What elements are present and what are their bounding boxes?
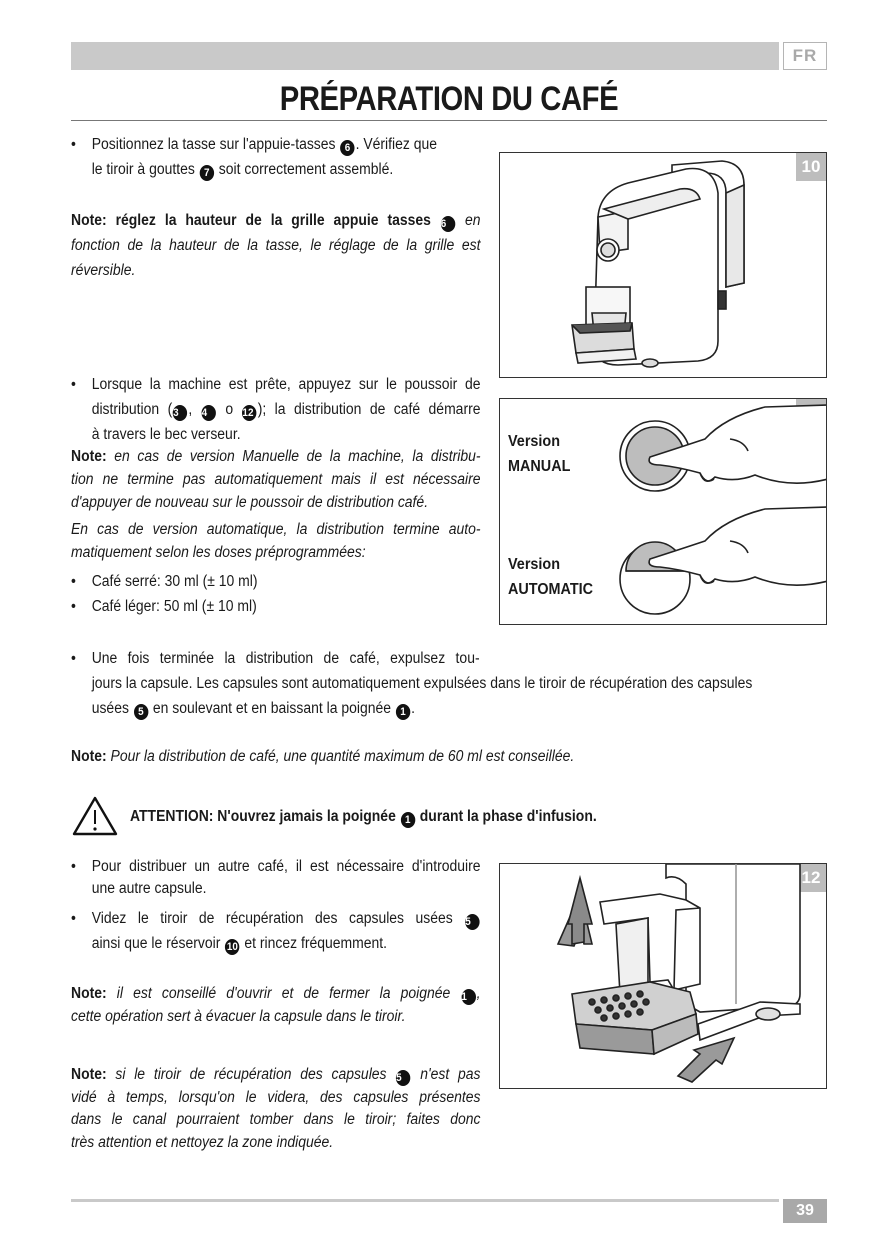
text-line: Note: si le tiroir de récupération des capsules 5 n'est pas bbox=[71, 1066, 481, 1084]
text-line: dans le canal pourraient tomber dans le tiroir; faites donc bbox=[71, 1111, 481, 1128]
version-manual-label: Version MANUAL bbox=[508, 433, 571, 475]
text-line: ainsi que le réservoir 10 et rincez fréquemment. bbox=[91, 935, 388, 953]
text-line: Note: il est conseillé d'ouvrir et de fermer la poignée 1 , bbox=[71, 985, 481, 1003]
bullet: • bbox=[71, 136, 76, 153]
ref-12-icon: 12 bbox=[242, 405, 256, 421]
ref-1-icon: 1 bbox=[401, 812, 415, 828]
figure-11-buttons bbox=[499, 398, 827, 625]
step-position-cup bbox=[71, 132, 481, 182]
bullet: • bbox=[71, 858, 76, 875]
note-manual-version bbox=[71, 445, 481, 514]
text-line: cette opération sert à évacuer la capsule dans le tiroir. bbox=[71, 1008, 406, 1025]
page-title: PRÉPARATION DU CAFÉ bbox=[279, 80, 619, 118]
language-badge: FR bbox=[783, 42, 827, 70]
ref-4-icon: 4 bbox=[202, 405, 216, 421]
bullet: • bbox=[71, 376, 76, 393]
page-number: 39 bbox=[783, 1199, 827, 1223]
text-line: très attention et nettoyez la zone indiquée. bbox=[71, 1133, 334, 1151]
note-empty-drawer bbox=[71, 1064, 481, 1154]
text-line: Videz le tiroir de récupération des capsules usées 5 bbox=[92, 906, 481, 931]
ref-3-icon: 3 bbox=[173, 405, 187, 421]
list-item bbox=[71, 906, 481, 956]
footer-bar bbox=[71, 1199, 779, 1202]
text-line: une autre capsule. bbox=[91, 880, 207, 897]
bullet: • bbox=[71, 573, 76, 590]
button-press-illustration bbox=[500, 399, 827, 625]
ref-1-icon: 1 bbox=[461, 989, 475, 1005]
coffee-machine-illustration bbox=[500, 153, 827, 378]
note-cup-grid bbox=[71, 208, 481, 283]
note-max-quantity: Note: Pour la distribution de café, une quantité maximum de 60 ml est conseillée. bbox=[71, 748, 575, 765]
text-line: vidé à temps, lorsqu'on le videra, des capsules présentes bbox=[71, 1088, 481, 1106]
text-line: le tiroir à gouttes 7 soit correctement assemblé. bbox=[91, 161, 394, 179]
text-line: Note: réglez la hauteur de la grille appuie tasses 6 en bbox=[71, 212, 481, 230]
capsule-drawer-illustration bbox=[500, 864, 827, 1089]
bullet: • bbox=[71, 650, 76, 667]
text-line: usées 5 en soulevant et en baissant la poignée 1 . bbox=[91, 700, 415, 718]
step-press-button bbox=[71, 372, 481, 447]
warning-triangle-icon bbox=[71, 795, 119, 837]
note-open-close-handle bbox=[71, 982, 481, 1028]
step-eject-capsule bbox=[71, 646, 827, 721]
ref-5-icon: 5 bbox=[396, 1070, 410, 1086]
step-another-coffee bbox=[71, 856, 481, 956]
title-divider bbox=[71, 120, 827, 121]
bullet: • bbox=[71, 910, 76, 927]
list-item: • Café serré: 30 ml (± 10 ml) bbox=[92, 569, 481, 594]
version-automatic-label: Version AUTOMATIC bbox=[508, 556, 594, 598]
text-line: Pour distribuer un autre café, il est nécessaire d'introduire bbox=[91, 858, 481, 875]
text-line: En cas de version automatique, la distribution termine auto- bbox=[71, 521, 481, 538]
text-line: Une fois terminée la distribution de café, expulsez tou- bbox=[91, 650, 480, 667]
ref-6-icon: 6 bbox=[441, 216, 455, 232]
text-line: à travers le bec verseur. bbox=[91, 426, 241, 443]
text-line: matiquement selon les doses préprogrammées: bbox=[71, 544, 366, 561]
warning-text: ATTENTION: N'ouvrez jamais la poignée 1 durant la phase d'infusion. bbox=[130, 808, 597, 826]
text-line: jours la capsule. Les capsules sont automatiquement expulsées dans le tiroir de récupération des capsules bbox=[91, 675, 753, 692]
ref-6-icon: 6 bbox=[340, 140, 354, 156]
ref-5-icon: 5 bbox=[465, 914, 479, 930]
ref-5-icon: 5 bbox=[134, 704, 148, 720]
header-bar bbox=[71, 42, 779, 70]
text-line: d'appuyer de nouveau sur le poussoir de distribution café. bbox=[71, 494, 429, 511]
figure-number: 12 bbox=[796, 864, 826, 892]
text-line: réversible. bbox=[71, 262, 136, 279]
ref-1-icon: 1 bbox=[396, 704, 410, 720]
figure-12-drawer bbox=[499, 863, 827, 1089]
list-item bbox=[71, 856, 481, 900]
list-item: • Café léger: 50 ml (± 10 ml) bbox=[92, 594, 481, 619]
text-line: fonction de la hauteur de la tasse, le réglage de la grille est bbox=[71, 237, 481, 254]
figure-number: 10 bbox=[796, 153, 826, 181]
ref-7-icon: 7 bbox=[200, 165, 214, 181]
text-line: Note: en cas de version Manuelle de la machine, la distribu- bbox=[71, 448, 481, 465]
text-line: Positionnez la tasse sur l'appuie-tasses 6 . Vérifiez que bbox=[91, 136, 438, 154]
bullet: • bbox=[71, 598, 76, 615]
figure-10-machine bbox=[499, 152, 827, 378]
note-auto-version bbox=[71, 518, 481, 564]
dose-list bbox=[71, 569, 481, 619]
text-line: distribution (3 , 4 o 12 ); la distribution de café démarre bbox=[91, 401, 481, 419]
ref-10-icon: 10 bbox=[226, 941, 238, 953]
text-line: tion ne termine pas automatiquement mais il est nécessaire bbox=[71, 471, 481, 488]
text-line: Lorsque la machine est prête, appuyez sur le poussoir de bbox=[91, 376, 481, 393]
